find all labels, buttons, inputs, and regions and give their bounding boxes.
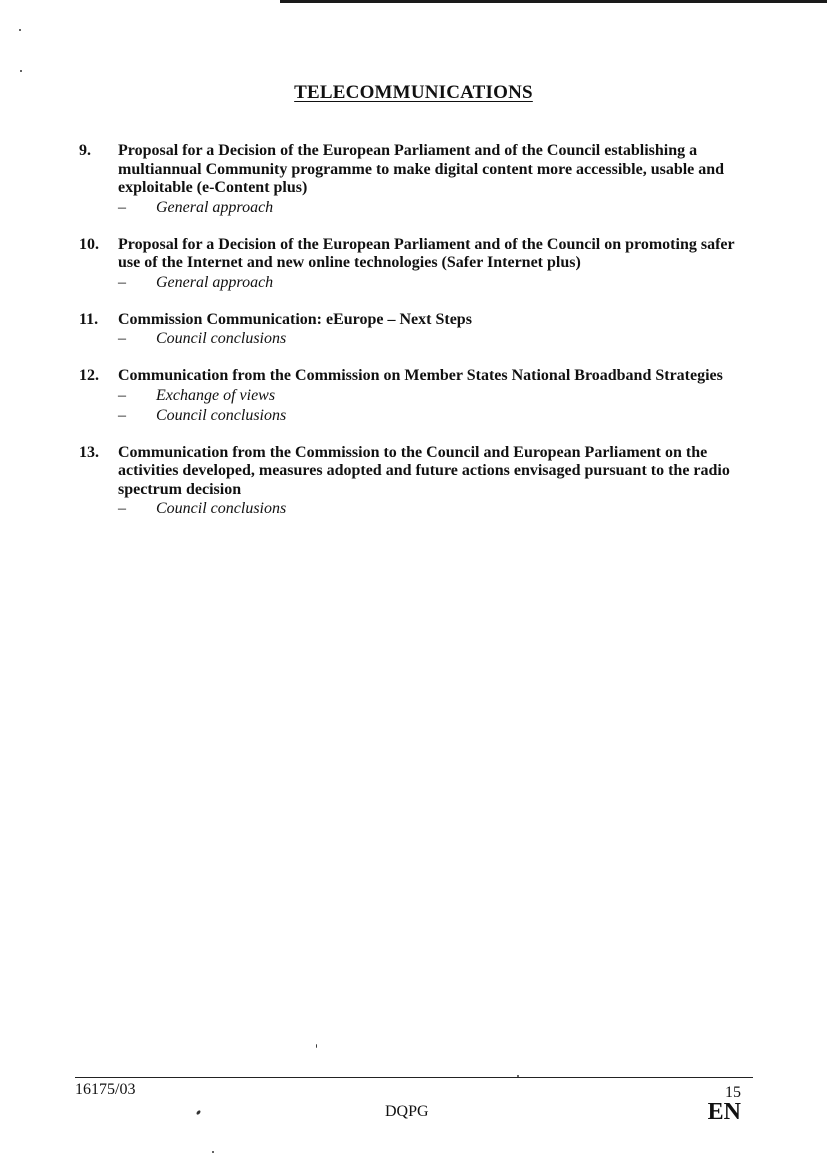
dash-bullet: –	[118, 198, 126, 216]
sub-item-text: General approach	[156, 273, 274, 291]
sub-item	[118, 406, 759, 426]
dash-bullet: –	[118, 406, 126, 424]
sub-item-text: Council conclusions	[156, 330, 287, 347]
agenda-item	[79, 236, 759, 293]
agenda-list	[79, 142, 759, 537]
document-number: 16175/03	[75, 1081, 136, 1098]
dash-bullet: –	[118, 386, 126, 404]
agenda-item	[79, 142, 759, 218]
item-title: Proposal for a Decision of the European Parliament and of the Council establishing a multiannual Community programme to make digital content more accessible, usable and exploitable (e-Content plus)	[118, 142, 725, 196]
top-rule	[280, 0, 827, 3]
scan-speck	[517, 1075, 519, 1077]
sub-item	[118, 198, 759, 218]
sub-item	[118, 499, 759, 519]
item-title: Communication from the Commission on Member States National Broadband Strategies	[118, 367, 723, 384]
sub-item	[118, 273, 759, 293]
agenda-item	[79, 367, 759, 426]
scan-speck	[20, 70, 22, 72]
scan-speck	[196, 1110, 202, 1116]
sub-item-text: Exchange of views	[156, 386, 276, 404]
dash-bullet: –	[118, 273, 126, 291]
item-body	[118, 311, 759, 350]
agenda-item	[79, 444, 759, 520]
item-number: 12.	[79, 367, 99, 384]
agenda-item	[79, 311, 759, 350]
footer-rule	[75, 1077, 753, 1078]
item-number: 10.	[79, 235, 99, 253]
scan-speck	[212, 1151, 214, 1153]
item-body	[118, 367, 759, 426]
item-title: Proposal for a Decision of the European Parliament and of the Council on promoting safer use of the Internet and new online technologies (Safer Internet plus)	[118, 235, 735, 271]
dash-bullet: –	[118, 500, 126, 517]
unit-code: DQPG	[385, 1103, 429, 1120]
sub-item-text: Council conclusions	[156, 406, 287, 424]
sub-item	[118, 329, 759, 349]
item-title: Communication from the Commission to the Council and European Parliament on the activities developed, measures adopted and future actions envisaged pursuant to the radio spectrum decision	[118, 443, 730, 498]
sub-item	[118, 386, 759, 406]
item-title: Commission Communication: eEurope – Next Steps	[118, 310, 472, 328]
item-body	[118, 236, 759, 293]
scan-speck	[316, 1044, 317, 1048]
page-title: TELECOMMUNICATIONS	[294, 82, 533, 103]
item-body	[118, 444, 759, 520]
dash-bullet: –	[118, 330, 126, 347]
item-body	[118, 142, 759, 218]
language-code: EN	[707, 1099, 741, 1125]
sub-item-text: General approach	[156, 198, 274, 216]
scan-speck	[19, 29, 21, 31]
sub-item-text: Council conclusions	[156, 500, 287, 517]
item-number: 13.	[79, 443, 99, 461]
page-number: 15	[725, 1084, 741, 1101]
item-number: 11.	[79, 310, 99, 328]
item-number: 9.	[79, 142, 91, 159]
